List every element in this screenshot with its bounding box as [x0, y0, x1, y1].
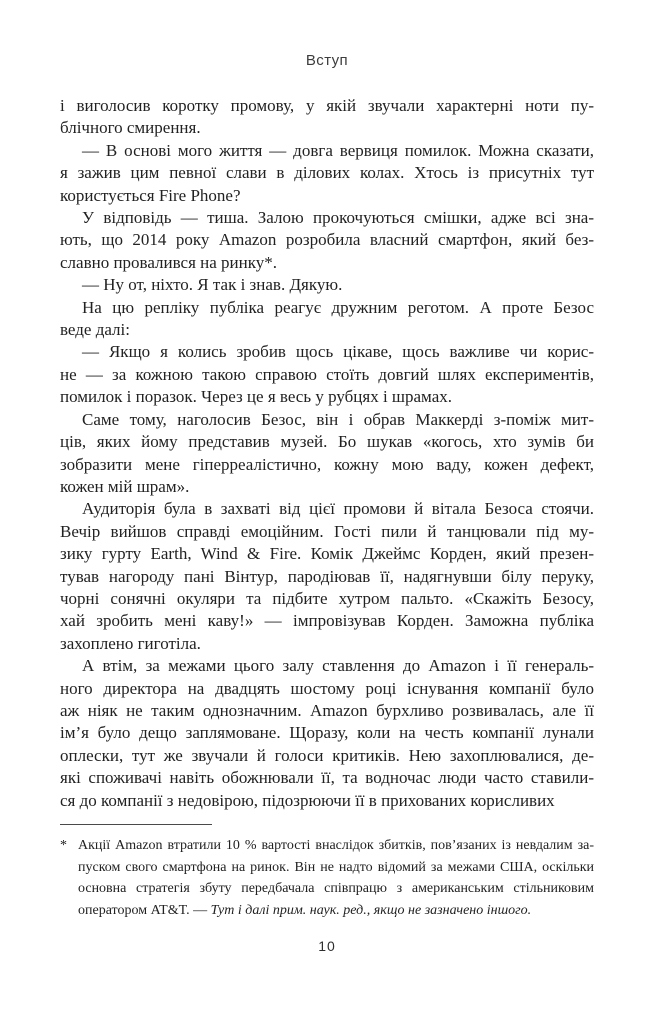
- text-line: веде далі:: [60, 320, 130, 340]
- text-line: ців, яких йому представив музей. Бо шукав «когось, хто зумів би: [60, 432, 594, 452]
- text-line: — В основі мого життя — довга вервиця помилок. Можна сказати,: [82, 140, 594, 160]
- text-line: оплески, тут же звучали й голоси критиків. Нею захоплювалися, де-: [60, 745, 594, 765]
- paragraph: [60, 140, 594, 207]
- text-line: ся до компанії з недовірою, підозрюючи її в прихованих корисливих: [60, 790, 555, 810]
- footnote-segment: основна стратегія збуту передбачала співпрацю з американським стільниковим: [78, 881, 594, 896]
- text-line: Вечір вийшов справді емоційним. Гості пили й танцювали під му-: [60, 521, 594, 541]
- text-line: Саме тому, наголосив Безос, він і обрав Маккерді з-поміж мит-: [82, 409, 594, 429]
- text-line: помилок і поразок. Через це я весь у рубцях і шрамах.: [60, 387, 452, 407]
- text-line: А втім, за межами цього залу ставлення до Amazon і її генераль-: [82, 656, 594, 676]
- text-line: кожен мій шрам».: [60, 476, 190, 496]
- text-line: блічного смирення.: [60, 118, 201, 138]
- paragraph: [60, 655, 594, 812]
- footnote-line: [78, 835, 594, 857]
- text-line: — Якщо я колись зробив щось цікаве, щось важливе чи корис-: [82, 342, 594, 362]
- text-line: чорні сонячні окуляри та підбите хутром пальто. «Скажіть Безосу,: [60, 588, 594, 608]
- text-line: не — за кожною такою справою стоїть довгий шлях експериментів,: [60, 364, 594, 384]
- text-line: ють, що 2014 року Amazon розробила власний смартфон, який без-: [60, 230, 594, 250]
- text-line: зику гурту Earth, Wind & Fire. Комік Джеймс Корден, який презен-: [60, 544, 594, 564]
- footnote-line: [78, 857, 594, 879]
- page-number: 10: [318, 938, 336, 954]
- footnote-text: [78, 835, 594, 921]
- footnote-marker: *: [60, 838, 67, 853]
- text-line: ім’я було дещо заплямоване. Щоразу, коли на честь компанії лунали: [60, 723, 594, 743]
- paragraph: [60, 207, 594, 274]
- paragraph: [60, 297, 594, 342]
- text-line: які споживачі навіть обожнювали її, та водночас люди часто ставили-: [60, 768, 594, 788]
- footnote-segment: Акції Amazon втратили 10 % вартості внаслідок збитків, пов’язаних із невдалим за-: [78, 838, 594, 853]
- paragraph: [60, 274, 594, 296]
- text-line: і виголосив коротку промову, у якій звучали характерні ноти пу-: [60, 96, 594, 115]
- paragraph: [60, 409, 594, 499]
- footnote-line: [78, 900, 594, 922]
- paragraph: [60, 498, 594, 655]
- paragraph: [60, 95, 594, 140]
- body-text: [60, 95, 594, 812]
- footnote: [60, 835, 594, 921]
- text-line: На цю репліку публіка реагує дружним реготом. А проте Безос: [82, 297, 594, 317]
- text-line: Аудиторія була в захваті від цієї промови й вітала Безоса стоячи.: [82, 499, 594, 519]
- text-line: зобразити мене гіперреалістично, кожну мою ваду, кожен дефект,: [60, 454, 594, 474]
- text-line: користується Fire Phone?: [60, 185, 241, 205]
- footnote-divider: [60, 824, 212, 825]
- text-line: тував нагороду пані Вінтур, пародіював її, надягнувши білу перуку,: [60, 566, 594, 586]
- footnote-segment: пуском свого смартфона на ринок. Він не надто відомий за межами США, оскільки: [78, 859, 594, 875]
- text-line: захоплено гиготіла.: [60, 633, 201, 653]
- text-line: ного директора на двадцять шостому році існування компанії було: [60, 678, 594, 698]
- footnote-segment: оператором AT&T. —: [78, 902, 211, 918]
- text-line: — Ну от, ніхто. Я так і знав. Дякую.: [82, 275, 343, 295]
- paragraph: [60, 341, 594, 408]
- text-line: я зажив цим певної слави в ділових колах. Хтось із присутніх тут: [60, 163, 594, 183]
- footnote-editor-note: Тут і далі прим. наук. ред., якщо не зазначено іншого.: [210, 902, 532, 918]
- text-line: У відповідь — тиша. Залою прокочуються смішки, адже всі зна-: [82, 208, 594, 228]
- running-head: Вступ: [305, 52, 349, 69]
- text-line: хай зробить мені каву!» — імпровізував Корден. Заможна публіка: [60, 611, 594, 631]
- text-line: славно провалився на ринку*.: [60, 252, 278, 272]
- text-line: аж ніяк не таким однозначним. Amazon бурхливо розвивалась, але її: [60, 700, 594, 720]
- footnote-line: [78, 878, 594, 900]
